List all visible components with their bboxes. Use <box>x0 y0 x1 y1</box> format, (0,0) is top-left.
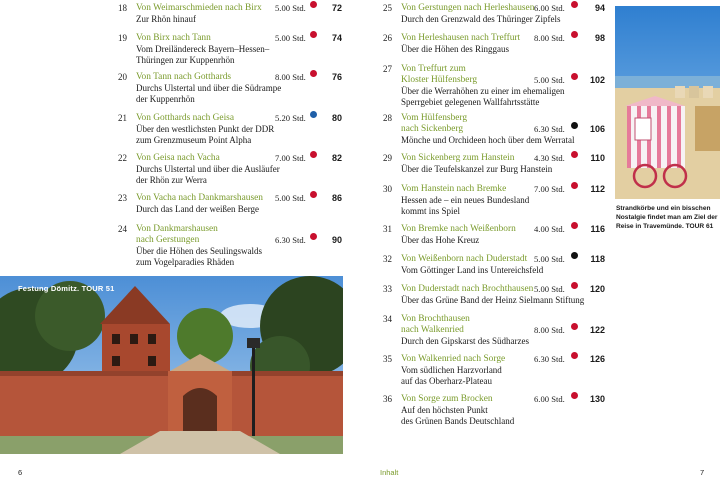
section-label: Inhalt <box>380 468 399 477</box>
photo-beach-chairs <box>615 6 720 199</box>
tour-description: Über das Grüne Band der Heinz Sielmann Stiftung <box>401 295 585 305</box>
difficulty-dot-icon <box>571 282 578 289</box>
tour-duration: 5.20 Std. <box>275 113 306 123</box>
difficulty-dot-icon <box>310 191 317 198</box>
tour-number: 27 <box>383 64 392 74</box>
tour-description: Vom Dreiländereck Bayern–Hessen– <box>136 44 270 54</box>
tour-description: zum Vogelparadies Rhäden <box>136 257 235 267</box>
tour-title: Von Tann nach Gotthards <box>136 72 232 82</box>
tour-page-number: 110 <box>590 153 605 163</box>
tour-number: 35 <box>383 354 392 364</box>
tour-number: 25 <box>383 3 392 13</box>
tour-page-number: 98 <box>594 33 605 43</box>
tour-page-number: 118 <box>590 254 605 264</box>
tour-duration: 5.00 Std. <box>275 193 306 203</box>
difficulty-dot-icon <box>571 1 578 8</box>
tour-title: Von Brochthausen <box>401 314 470 324</box>
difficulty-dot-icon <box>571 222 578 229</box>
tour-duration: 5.00 Std. <box>534 254 565 264</box>
difficulty-dot-icon <box>310 31 317 38</box>
tour-description: Über den westlichsten Punkt der DDR <box>136 124 275 134</box>
photo-caption: Festung Dömitz. TOUR 51 <box>18 284 115 293</box>
tour-number: 29 <box>383 153 392 163</box>
tour-duration: 8.00 Std. <box>534 33 565 43</box>
tour-duration: 5.00 Std. <box>534 75 565 85</box>
difficulty-dot-icon <box>310 1 317 8</box>
tour-title: Kloster Hülfensberg <box>401 75 478 85</box>
tour-duration: 5.00 Std. <box>534 284 565 294</box>
tour-duration: 6.00 Std. <box>534 3 565 13</box>
tour-description: zum Grenzmuseum Point Alpha <box>136 135 252 145</box>
tour-number: 18 <box>118 3 127 13</box>
tour-number: 26 <box>383 33 392 43</box>
tour-title: Von Sickenberg zum Hanstein <box>401 153 515 163</box>
tour-number: 30 <box>383 184 392 194</box>
tour-description: Vom Göttinger Land ins Untereichsfeld <box>401 265 544 275</box>
tour-page-number: 130 <box>589 394 605 404</box>
tour-duration: 7.00 Std. <box>275 153 306 163</box>
tour-number: 36 <box>383 394 392 404</box>
difficulty-dot-icon <box>571 352 578 359</box>
tour-number: 33 <box>383 284 392 294</box>
tour-page-number: 126 <box>589 354 605 364</box>
tour-duration: 4.00 Std. <box>534 224 565 234</box>
difficulty-dot-icon <box>310 70 317 77</box>
tour-duration: 6.30 Std. <box>275 235 306 245</box>
tour-page-number: 76 <box>331 72 342 82</box>
tour-page-number: 86 <box>331 193 342 203</box>
tour-description: Durch das Land der weißen Berge <box>136 204 260 214</box>
tour-title: Vom Hülfensberg <box>401 113 468 123</box>
difficulty-dot-icon <box>310 151 317 158</box>
tour-description: Durchs Ulstertal und über die Südrampe <box>136 83 282 93</box>
tour-duration: 5.00 Std. <box>275 33 306 43</box>
tour-page-number: 112 <box>590 184 605 194</box>
tour-number: 34 <box>383 314 392 324</box>
tour-duration: 4.30 Std. <box>534 153 565 163</box>
tour-description: kommt ins Spiel <box>401 206 461 216</box>
tour-description: auf das Oberharz-Plateau <box>401 376 492 386</box>
tour-title: nach Sickenberg <box>401 124 464 134</box>
tour-title: Von Geisa nach Vacha <box>136 153 220 163</box>
tour-number: 24 <box>118 224 127 234</box>
difficulty-dot-icon <box>571 73 578 80</box>
beach-huts-illustration <box>615 6 720 199</box>
tour-number: 31 <box>383 224 392 234</box>
side-photo-caption: Strandkörbe und ein bisschen Nostalgie findet man am Ziel der Reise in Travemünde. TOUR 61 <box>616 205 718 230</box>
tour-page-number: 122 <box>589 325 605 335</box>
tour-page-number: 116 <box>590 224 605 234</box>
tour-description: Thüringen zur Kuppenrhön <box>136 55 235 65</box>
tour-title: nach Gerstungen <box>136 235 200 245</box>
difficulty-dot-icon <box>571 122 578 129</box>
tour-duration: 5.00 Std. <box>275 3 306 13</box>
tour-number: 20 <box>118 72 127 82</box>
photo-festung-doemitz <box>0 276 343 454</box>
tour-description: Über die Höhen des Ringgaus <box>401 44 509 54</box>
tour-number: 21 <box>118 113 127 123</box>
tour-description: Hessen ade – ein neues Bundesland <box>401 195 530 205</box>
tour-duration: 8.00 Std. <box>275 72 306 82</box>
tour-description: des Grünen Bands Deutschland <box>401 416 515 426</box>
tour-page-number: 106 <box>589 124 605 134</box>
difficulty-dot-icon <box>571 323 578 330</box>
tour-title: Von Herleshausen nach Treffurt <box>401 33 521 43</box>
tour-title: Von Duderstadt nach Brochthausen <box>401 284 534 294</box>
difficulty-dot-icon <box>571 31 578 38</box>
tour-number: 19 <box>118 33 127 43</box>
tour-page-number: 90 <box>331 235 342 245</box>
tour-description: Über die Teufelskanzel zur Burg Hanstein <box>401 164 553 174</box>
tour-description: Durchs Ulstertal und über die Ausläufer <box>136 164 280 174</box>
tour-page-number: 82 <box>331 153 342 163</box>
tour-description: Mönche und Orchideen hoch über dem Werratal <box>401 135 575 145</box>
page-number-left: 6 <box>18 468 23 477</box>
tour-description: der Kuppenrhön <box>136 94 195 104</box>
tour-page-number: 120 <box>589 284 605 294</box>
tour-title: Vom Hanstein nach Bremke <box>401 184 507 194</box>
tour-duration: 7.00 Std. <box>534 184 565 194</box>
difficulty-dot-icon <box>571 151 578 158</box>
tour-page-number: 94 <box>594 3 605 13</box>
tour-title: Von Vacha nach Dankmarshausen <box>136 193 263 203</box>
tour-description: Durch den Gipskarst des Südharzes <box>401 336 529 346</box>
tour-duration: 6.00 Std. <box>534 394 565 404</box>
tour-description: der Rhön zur Werra <box>136 175 207 185</box>
tour-title: Von Weimarschmieden nach Birx <box>136 3 262 13</box>
tour-description: Vom südlichen Harzvorland <box>401 365 502 375</box>
tour-page-number: 72 <box>331 3 342 13</box>
difficulty-dot-icon <box>310 233 317 240</box>
tour-description: Über die Höhen des Seulingswalds <box>136 246 262 256</box>
tour-duration: 6.30 Std. <box>534 124 565 134</box>
tour-description: Zur Rhön hinauf <box>136 14 196 24</box>
tour-page-number: 80 <box>331 113 342 123</box>
tour-duration: 8.00 Std. <box>534 325 565 335</box>
tour-title: Von Bremke nach Weißenborn <box>401 224 516 234</box>
difficulty-dot-icon <box>571 392 578 399</box>
tour-page-number: 74 <box>331 33 342 43</box>
tour-number: 22 <box>118 153 127 163</box>
tour-title: Von Gerstungen nach Herleshausen <box>401 3 535 13</box>
tour-description: Über die Werrahöhen zu einer im ehemaligen <box>401 86 565 96</box>
tour-title: Von Birx nach Tann <box>136 33 211 43</box>
difficulty-dot-icon <box>310 111 317 118</box>
tour-title: Von Sorge zum Brocken <box>401 394 493 404</box>
tour-title: Von Gotthards nach Geisa <box>136 113 234 123</box>
tour-title: Von Walkenried nach Sorge <box>401 354 506 364</box>
tour-duration: 6.30 Std. <box>534 354 565 364</box>
tour-title: nach Walkenried <box>401 325 464 335</box>
tour-number: 23 <box>118 193 127 203</box>
tour-description: Auf den höchsten Punkt <box>401 405 488 415</box>
tour-description: Über das Hohe Kreuz <box>401 235 480 245</box>
fortress-illustration <box>0 276 343 454</box>
tour-description: Durch den Grenzwald des Thüringer Zipfels <box>401 14 561 24</box>
tour-page-number: 102 <box>589 75 605 85</box>
difficulty-dot-icon <box>571 182 578 189</box>
page-number-right: 7 <box>700 468 705 477</box>
tour-number: 32 <box>383 254 392 264</box>
tour-description: Sperrgebiet gelegenen Wallfahrtsstätte <box>401 97 540 107</box>
tour-number: 28 <box>383 113 392 123</box>
tour-title: Von Treffurt zum <box>401 64 466 74</box>
difficulty-dot-icon <box>571 252 578 259</box>
tour-title: Von Dankmarshausen <box>136 224 218 234</box>
tour-title: Von Weißenborn nach Duderstadt <box>401 254 528 264</box>
